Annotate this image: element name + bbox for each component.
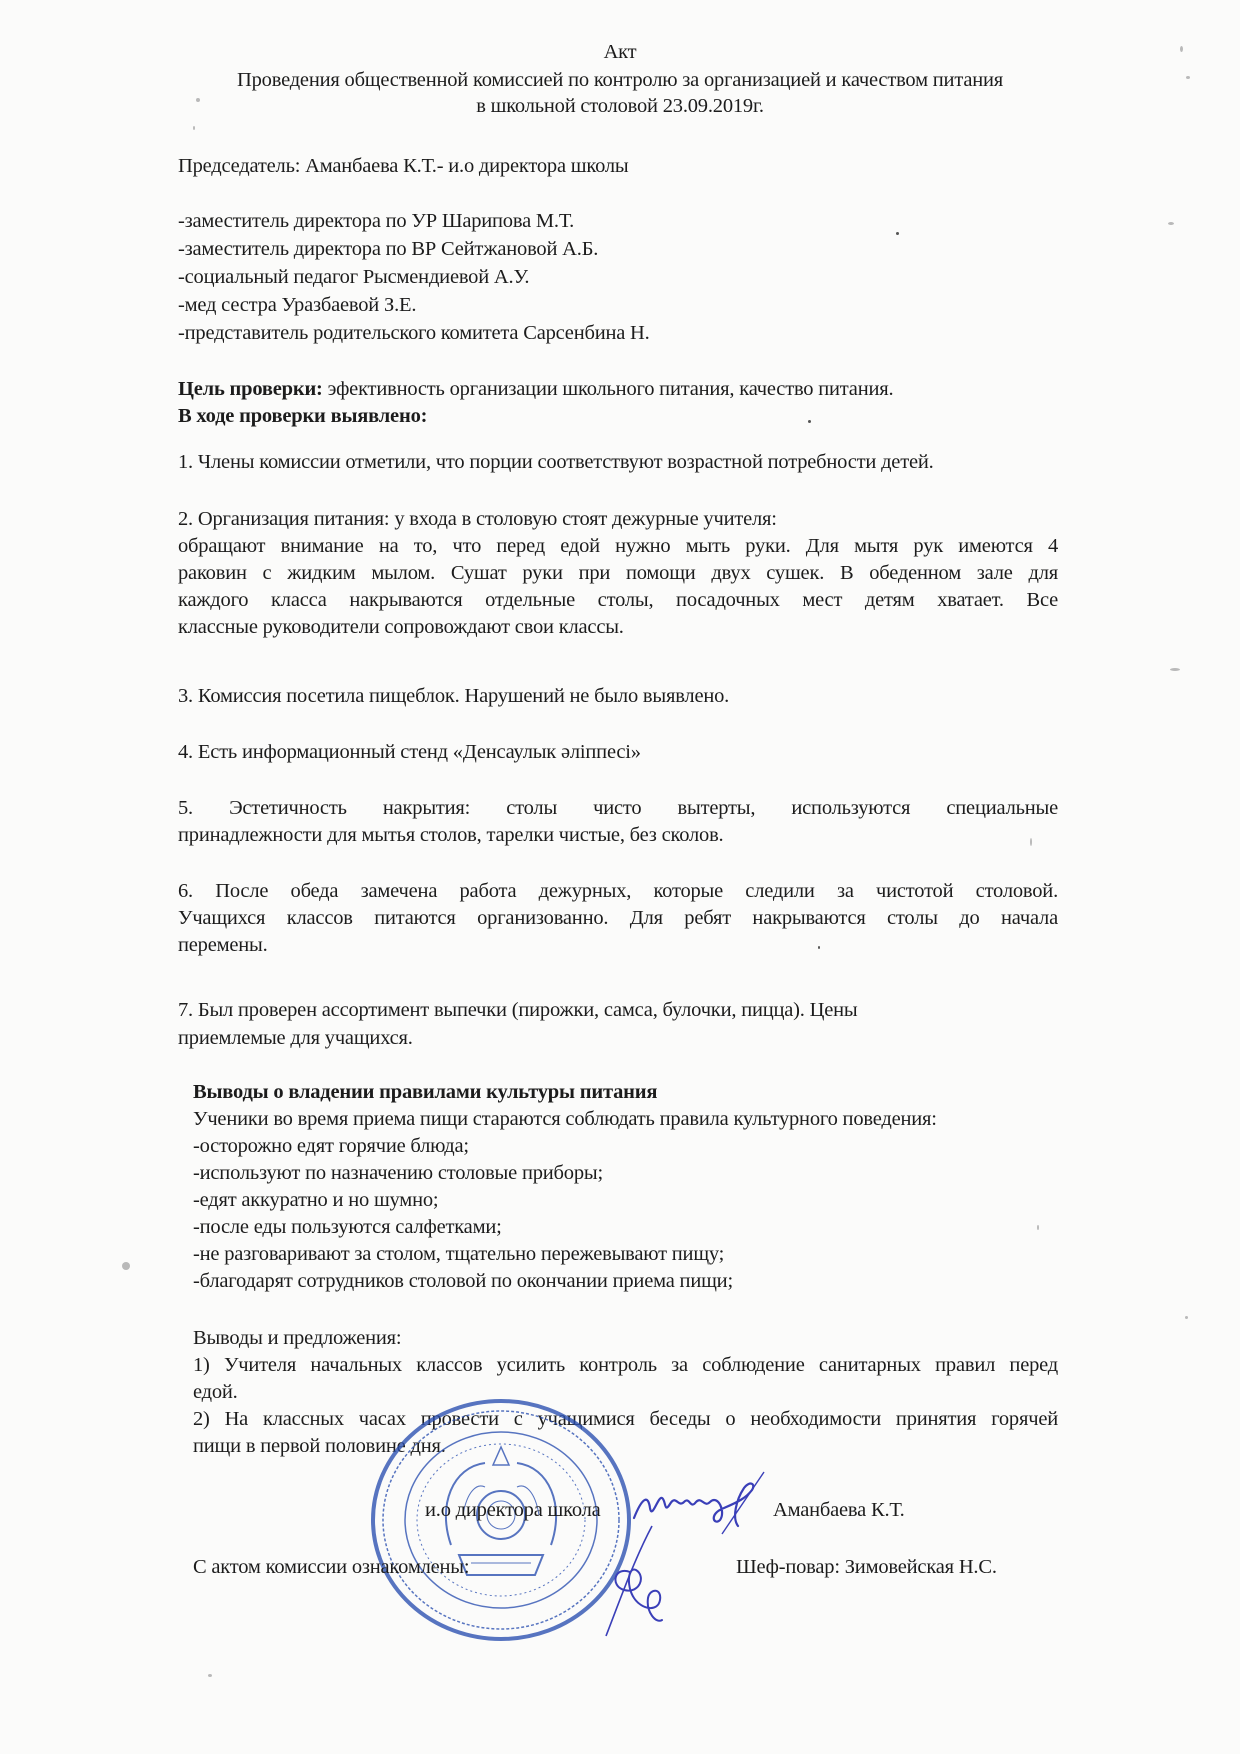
scan-speck xyxy=(122,1262,130,1270)
goal-text: эфективность организации школьного питания, качество питания. xyxy=(322,378,894,400)
culture-item-2: -используют по назначению столовые приборы; xyxy=(193,1162,603,1184)
culture-heading: Выводы о владении правилами культуры питания xyxy=(193,1081,658,1103)
finding-7-line2: приемлемые для учащихся. xyxy=(178,1027,413,1049)
finding-5-line1: 5. Эстетичность накрытия: столы чисто вытерты, используются специальные xyxy=(178,797,1058,819)
conclusion-2-line2: пищи в первой половине дня. xyxy=(193,1435,446,1457)
scan-speck xyxy=(896,232,899,235)
finding-6-line1: 6. После обеда замечена работа дежурных, которые следили за чистотой столовой. xyxy=(178,880,1058,902)
finding-2-line3: каждого класса накрываются отдельные столы, посадочных мест детям хватает. Все xyxy=(178,589,1058,611)
culture-item-3: -едят аккуратно и но шумно; xyxy=(193,1189,439,1211)
scan-speck xyxy=(1170,668,1180,671)
finding-6-line2: Учащихся классов питаются организованно. Для ребят накрываются столы до начала xyxy=(178,907,1058,929)
scan-speck xyxy=(208,1674,212,1677)
member-2: -заместитель директора по ВР Сейтжановой А.Б. xyxy=(178,238,599,260)
scan-speck xyxy=(1185,1316,1188,1319)
finding-3: 3. Комиссия посетила пищеблок. Нарушений не было выявлено. xyxy=(178,685,730,707)
conclusion-1-line1: 1) Учителя начальных классов усилить контроль за соблюдение санитарных правил перед xyxy=(193,1354,1058,1376)
member-3: -социальный педагог Рысмендиевой А.У. xyxy=(178,266,530,288)
member-5: -представитель родительского комитета Сарсенбина Н. xyxy=(178,322,650,344)
scan-speck xyxy=(1180,46,1183,52)
scan-speck xyxy=(193,126,195,130)
finding-2-title: 2. Организация питания: у входа в столовую стоят дежурные учителя: xyxy=(178,508,777,530)
document-subtitle-line1: Проведения общественной комиссией по контролю за организацией и качеством питания xyxy=(237,69,1003,91)
director-title: и.о директора школа xyxy=(425,1499,601,1521)
scan-speck xyxy=(818,946,820,949)
culture-item-4: -после еды пользуются салфетками; xyxy=(193,1216,502,1238)
scan-speck xyxy=(1030,838,1032,846)
member-4: -мед сестра Уразбаевой З.Е. xyxy=(178,294,417,316)
chairman-line: Председатель: Аманбаева К.Т.- и.о директора школы xyxy=(178,155,629,177)
acknowledged-line: С актом комиссии ознакомлены: xyxy=(193,1556,470,1578)
goal-label: Цель проверки: xyxy=(178,378,323,400)
scan-speck xyxy=(1168,222,1174,225)
conclusions-heading: Выводы и предложения: xyxy=(193,1327,402,1349)
finding-6-line3: перемены. xyxy=(178,934,268,956)
member-1: -заместитель директора по УР Шарипова М.Т. xyxy=(178,210,575,232)
scan-speck xyxy=(808,420,811,423)
finding-2-line1: обращают внимание на то, что перед едой нужно мыть руки. Для мытя рук имеются 4 xyxy=(178,535,1058,557)
director-name: Аманбаева К.Т. xyxy=(773,1499,905,1521)
conclusion-1-line2: едой. xyxy=(193,1381,238,1403)
finding-4: 4. Есть информационный стенд «Денсаулык әліппесі» xyxy=(178,741,641,763)
finding-5-line2: принадлежности для мытья столов, тарелки чистые, без сколов. xyxy=(178,824,724,846)
chef-signature-icon xyxy=(600,1520,680,1640)
culture-item-6: -благодарят сотрудников столовой по окончании приема пищи; xyxy=(193,1270,733,1292)
scan-speck xyxy=(1037,1225,1039,1230)
findings-heading: В ходе проверки выявлено: xyxy=(178,405,428,427)
conclusion-2-line1: 2) На классных часах провести с учащимися беседы о необходимости принятия горячей xyxy=(193,1408,1058,1430)
culture-item-5: -не разговаривают за столом, тщательно пережевывают пищу; xyxy=(193,1243,725,1265)
document-subtitle-line2: в школьной столовой 23.09.2019г. xyxy=(476,95,764,117)
finding-2-line2: раковин с жидким мылом. Сушат руки при помощи двух сушек. В обеденном зале для xyxy=(178,562,1058,584)
finding-1: 1. Члены комиссии отметили, что порции соответствуют возрастной потребности детей. xyxy=(178,451,934,473)
scan-speck xyxy=(196,98,200,102)
goal-line xyxy=(178,375,893,403)
finding-2-line4: классные руководители сопровождают свои классы. xyxy=(178,616,624,638)
chef-line: Шеф-повар: Зимовейская Н.С. xyxy=(736,1556,997,1578)
finding-7-line1: 7. Был проверен ассортимент выпечки (пирожки, самса, булочки, пицца). Цены xyxy=(178,999,858,1021)
scan-speck xyxy=(1186,76,1190,79)
document-title: Акт xyxy=(603,41,637,63)
culture-item-1: -осторожно едят горячие блюда; xyxy=(193,1135,469,1157)
culture-intro: Ученики во время приема пищи стараются соблюдать правила культурного поведения: xyxy=(193,1108,937,1130)
